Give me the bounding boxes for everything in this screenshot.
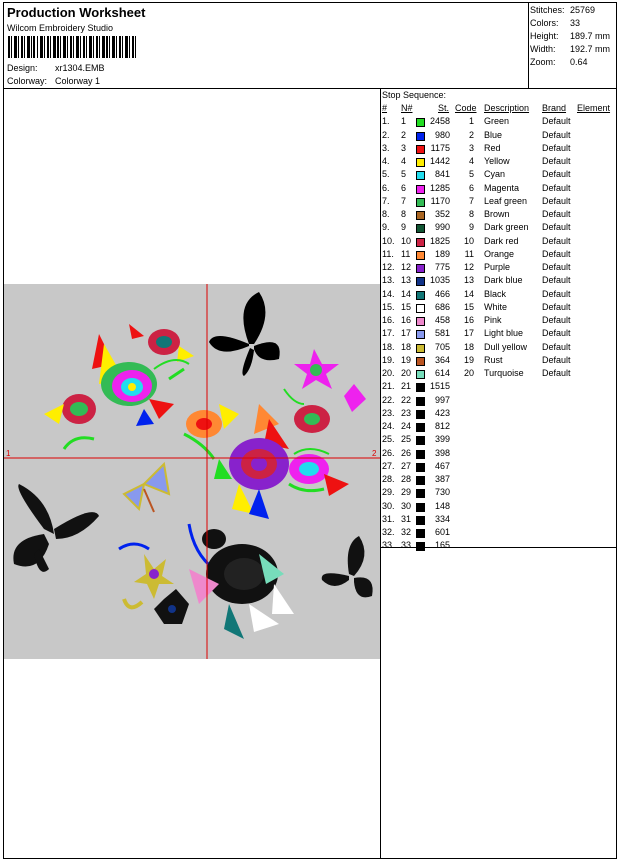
row-index: 13. [382, 275, 395, 286]
row-index: 9. [382, 222, 390, 233]
row-brand: Default [542, 222, 571, 233]
row-needle: 7 [401, 195, 407, 206]
stat-label: Width: [530, 44, 556, 54]
color-swatch [416, 330, 425, 339]
col-header: Element [577, 103, 611, 113]
stat-zoom [530, 57, 588, 67]
row-brand: Default [542, 129, 571, 140]
row-index: 28. [382, 474, 395, 484]
stat-label: Zoom: [530, 57, 556, 67]
row-code: 4 [468, 156, 474, 166]
row-brand: Default [542, 354, 571, 365]
color-swatch [416, 383, 425, 392]
color-swatch [416, 423, 425, 432]
header-panel [4, 3, 529, 88]
row-stitches: 364 [434, 354, 450, 365]
design-preview-panel [4, 89, 381, 858]
color-swatch [416, 198, 425, 207]
color-swatch [416, 450, 425, 459]
worksheet [3, 2, 617, 859]
col-header: Description [484, 103, 530, 113]
row-description: Yellow [484, 156, 510, 166]
row-description: Brown [484, 209, 510, 219]
row-needle: 22 [401, 394, 412, 405]
row-index: 27. [382, 460, 395, 471]
row-needle: 29 [401, 487, 412, 498]
colorway-label: Colorway: [7, 76, 48, 86]
row-index: 16. [382, 315, 395, 325]
row-code: 18 [463, 341, 474, 352]
color-swatch [416, 158, 425, 167]
row-index: 19. [382, 354, 395, 365]
row-needle: 9 [401, 222, 407, 233]
row-stitches: 1825 [429, 235, 450, 246]
color-swatch [416, 542, 425, 551]
row-code: 1 [468, 116, 474, 127]
row-stitches: 334 [434, 513, 450, 524]
col-header: St. [438, 103, 450, 113]
row-stitches: 189 [434, 248, 450, 259]
row-stitches: 614 [434, 368, 450, 378]
row-stitches: 467 [434, 460, 450, 471]
row-needle: 3 [401, 142, 407, 153]
row-brand: Default [542, 288, 571, 299]
row-code: 7 [468, 195, 474, 206]
row-description: Black [484, 288, 507, 299]
stat-value: 25769 [570, 5, 596, 15]
row-index: 12. [382, 262, 395, 272]
row-index: 18. [382, 341, 395, 352]
row-code: 12 [463, 262, 474, 272]
row-index: 21. [382, 381, 395, 392]
color-swatch [416, 436, 425, 445]
row-description: Pink [484, 315, 502, 325]
row-stitches: 165 [434, 540, 450, 551]
row-brand: Default [542, 248, 571, 259]
color-swatch [416, 132, 425, 141]
row-needle: 32 [401, 527, 412, 537]
stat-value: 189.7 mm [570, 31, 611, 41]
row-description: Light blue [484, 328, 524, 339]
row-index: 25. [382, 434, 395, 445]
row-index: 22. [382, 394, 395, 405]
color-swatch [416, 489, 425, 498]
row-index: 1. [382, 116, 390, 127]
row-needle: 15 [401, 301, 412, 312]
row-code: 9 [468, 222, 474, 233]
stat-value: 192.7 mm [570, 44, 611, 54]
row-index: 2. [382, 129, 390, 140]
row-brand: Default [542, 182, 571, 193]
row-index: 32. [382, 527, 395, 537]
row-description: Orange [484, 248, 515, 259]
row-needle: 8 [401, 209, 407, 219]
row-needle: 19 [401, 354, 412, 365]
row-code: 10 [463, 235, 474, 246]
design-filename: xr1304.EMB [55, 63, 105, 73]
stat-label: Colors: [530, 18, 559, 28]
color-swatch [416, 171, 425, 180]
row-index: 8. [382, 209, 390, 219]
row-stitches: 1035 [429, 275, 450, 286]
row-needle: 17 [401, 328, 412, 339]
row-needle: 26 [401, 447, 412, 458]
row-description: Leaf green [484, 195, 528, 206]
color-swatch [416, 277, 425, 286]
row-brand: Default [542, 262, 571, 272]
row-description: Dull yellow [484, 341, 528, 352]
row-stitches: 387 [434, 474, 450, 484]
row-needle: 11 [401, 248, 411, 259]
row-needle: 1 [401, 116, 407, 127]
row-index: 11. [382, 248, 394, 259]
row-needle: 12 [401, 262, 412, 272]
stat-width [530, 44, 611, 54]
row-index: 29. [382, 487, 395, 498]
row-stitches: 466 [434, 288, 450, 299]
row-stitches: 1515 [429, 381, 450, 392]
row-stitches: 775 [434, 262, 450, 272]
stop-sequence-title: Stop Sequence: [382, 90, 447, 100]
row-stitches: 1442 [429, 156, 450, 166]
row-code: 13 [463, 275, 474, 286]
color-swatch [416, 397, 425, 406]
col-header: Brand [542, 103, 567, 113]
row-needle: 30 [401, 500, 412, 511]
row-description: Turquoise [484, 368, 524, 378]
row-needle: 4 [401, 156, 407, 166]
color-swatch [416, 529, 425, 538]
row-needle: 5 [401, 169, 407, 180]
color-swatch [416, 185, 425, 194]
butterfly-small [124, 464, 169, 512]
row-code: 15 [463, 301, 474, 312]
stat-height [530, 31, 611, 41]
row-brand: Default [542, 301, 571, 312]
color-swatch [416, 238, 425, 247]
software-name: Wilcom Embroidery Studio [7, 23, 114, 33]
row-brand: Default [542, 116, 571, 127]
stop-sequence-panel [381, 89, 616, 551]
design-row [7, 63, 105, 73]
row-stitches: 148 [434, 500, 450, 511]
color-swatch [416, 463, 425, 472]
row-code: 17 [463, 328, 474, 339]
color-swatch [416, 224, 425, 233]
row-index: 20. [382, 368, 395, 378]
row-needle: 10 [401, 235, 412, 246]
row-code: 16 [463, 315, 474, 325]
row-brand: Default [542, 275, 571, 286]
row-code: 19 [463, 354, 474, 365]
color-swatch [416, 370, 425, 379]
stat-stitches [530, 5, 596, 15]
stat-value: 0.64 [570, 57, 588, 67]
row-needle: 24 [401, 421, 412, 431]
row-needle: 13 [401, 275, 412, 286]
butterfly-right [322, 536, 373, 597]
color-swatch [416, 251, 425, 260]
row-code: 2 [468, 129, 474, 140]
barcode-image [8, 36, 136, 58]
row-needle: 33 [401, 540, 412, 551]
row-stitches: 980 [434, 129, 450, 140]
color-swatch [416, 304, 425, 313]
stat-label: Height: [530, 31, 559, 41]
row-stitches: 730 [434, 487, 450, 498]
row-stitches: 458 [434, 315, 450, 325]
row-needle: 25 [401, 434, 412, 445]
design-label: Design: [7, 63, 38, 73]
row-index: 4. [382, 156, 390, 166]
row-brand: Default [542, 235, 571, 246]
row-needle: 16 [401, 315, 412, 325]
row-index: 15. [382, 301, 395, 312]
row-code: 3 [468, 142, 474, 153]
axis-label-right: 2 [372, 449, 377, 458]
row-brand: Default [542, 315, 571, 325]
design-canvas [4, 284, 380, 659]
row-index: 30. [382, 500, 395, 511]
row-index: 26. [382, 447, 395, 458]
row-stitches: 1285 [429, 182, 450, 193]
row-needle: 31 [401, 513, 412, 524]
page-title: Production Worksheet [7, 5, 146, 20]
row-index: 17. [382, 328, 395, 339]
colorway-value: Colorway 1 [55, 76, 101, 86]
flower-cluster-right [284, 349, 366, 433]
row-brand: Default [542, 195, 571, 206]
color-swatch [416, 344, 425, 353]
row-description: Dark blue [484, 275, 523, 286]
color-swatch [416, 264, 425, 273]
row-brand: Default [542, 169, 571, 180]
row-index: 5. [382, 169, 390, 180]
row-brand: Default [542, 341, 571, 352]
row-needle: 27 [401, 460, 412, 471]
row-description: White [484, 301, 508, 312]
row-stitches: 686 [434, 301, 450, 312]
stats-panel [528, 3, 616, 88]
color-swatch [416, 145, 425, 154]
row-description: Dark red [484, 235, 519, 246]
row-index: 7. [382, 195, 390, 206]
row-needle: 23 [401, 407, 412, 418]
row-needle: 2 [401, 129, 407, 140]
row-description: Cyan [484, 169, 506, 180]
row-stitches: 705 [434, 341, 450, 352]
axis-label-left: 1 [6, 449, 11, 458]
row-stitches: 352 [434, 209, 450, 219]
row-description: Magenta [484, 182, 520, 193]
butterfly-top [209, 292, 280, 376]
stat-value: 33 [570, 18, 581, 28]
row-brand: Default [542, 156, 571, 166]
row-index: 10. [382, 235, 395, 246]
row-brand: Default [542, 328, 571, 339]
row-needle: 28 [401, 474, 412, 484]
color-swatch [416, 503, 425, 512]
stat-label: Stitches: [530, 5, 565, 15]
row-stitches: 398 [434, 447, 450, 458]
row-needle: 20 [401, 368, 412, 378]
row-code: 5 [468, 169, 474, 180]
row-stitches: 997 [434, 394, 450, 405]
col-header: # [382, 103, 388, 113]
col-header: N# [401, 103, 413, 113]
color-swatch [416, 317, 425, 326]
color-swatch [416, 118, 425, 127]
row-stitches: 990 [434, 222, 450, 233]
row-index: 6. [382, 182, 390, 193]
row-index: 3. [382, 142, 390, 153]
row-stitches: 601 [434, 527, 450, 537]
color-swatch [416, 476, 425, 485]
color-swatch [416, 291, 425, 300]
flower-cluster-left [44, 324, 239, 459]
row-stitches: 581 [434, 328, 450, 339]
color-swatch [416, 410, 425, 419]
row-stitches: 423 [434, 407, 450, 418]
colorway-row [7, 76, 101, 86]
color-swatch [416, 357, 425, 366]
row-description: Rust [484, 354, 503, 365]
row-description: Purple [484, 262, 511, 272]
row-description: Red [484, 142, 501, 153]
row-index: 31. [382, 513, 395, 524]
row-description: Dark green [484, 222, 529, 233]
row-code: 8 [468, 209, 474, 219]
row-index: 24. [382, 421, 395, 431]
row-needle: 14 [401, 288, 412, 299]
row-stitches: 2458 [429, 116, 450, 127]
color-swatch [416, 211, 425, 220]
stat-colors [530, 18, 581, 28]
butterfly-left [13, 484, 99, 572]
row-brand: Default [542, 142, 571, 153]
row-stitches: 841 [434, 169, 450, 180]
color-swatch [416, 516, 425, 525]
row-code: 14 [463, 288, 474, 299]
row-index: 23. [382, 407, 395, 418]
row-description: Green [484, 116, 510, 127]
row-brand: Default [542, 209, 571, 219]
col-header: Code [455, 103, 477, 113]
row-stitches: 812 [434, 421, 450, 431]
row-stitches: 1170 [430, 195, 450, 206]
row-brand: Default [542, 368, 571, 378]
row-needle: 21 [401, 381, 412, 392]
row-stitches: 399 [434, 434, 450, 445]
row-needle: 6 [401, 182, 407, 193]
row-code: 6 [468, 182, 474, 193]
embroidery-preview [4, 284, 380, 659]
row-needle: 18 [401, 341, 412, 352]
row-index: 14. [382, 288, 395, 299]
row-code: 20 [463, 368, 474, 378]
row-description: Blue [484, 129, 503, 140]
row-stitches: 1175 [430, 142, 450, 153]
row-index: 33. [382, 540, 395, 551]
row-code: 11 [464, 248, 474, 259]
